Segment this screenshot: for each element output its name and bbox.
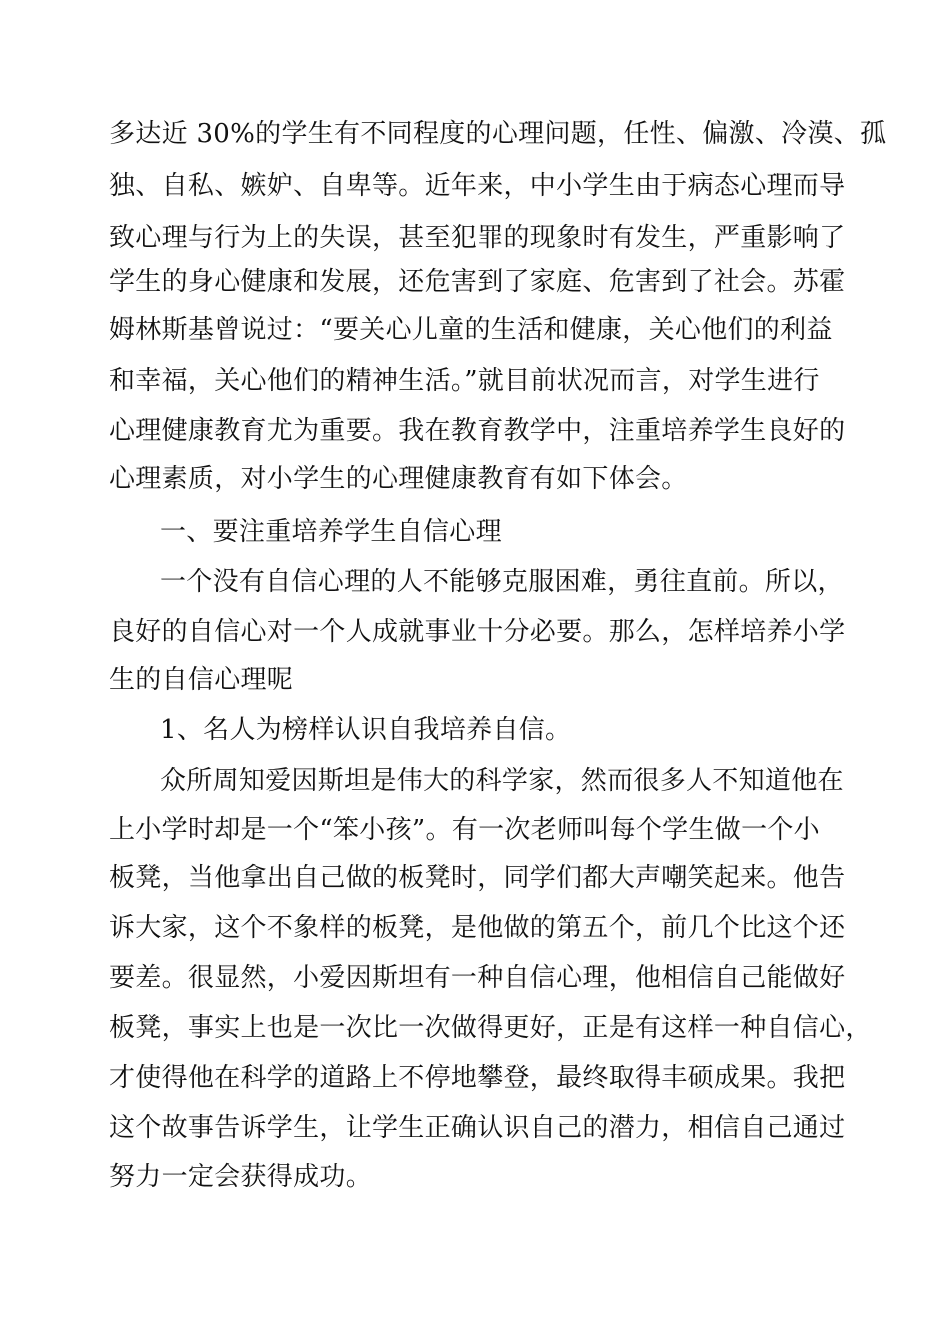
paragraph-line: 独、自私、嫉妒、自卑等。近年来，中小学生由于病态心理而导 bbox=[109, 171, 846, 201]
paragraph-line: 板凳，事实上也是一次比一次做得更好，正是有这样一种自信心， bbox=[109, 1013, 872, 1043]
paragraph-line: 才使得他在科学的道路上不停地攀登，最终取得丰硕成果。我把 bbox=[109, 1063, 846, 1093]
paragraph-line: 和幸福，关心他们的精神生活。”就目前状况而言，对学生进行 bbox=[109, 366, 820, 396]
paragraph-line: 要差。很显然，小爱因斯坦有一种自信心理，他相信自己能做好 bbox=[109, 963, 846, 993]
paragraph-line: 生的自信心理呢 bbox=[109, 665, 294, 695]
subsection-heading: 1、名人为榜样认识自我培养自信。 bbox=[160, 715, 572, 745]
paragraph-line: 心理健康教育尤为重要。我在教育教学中，注重培养学生良好的 bbox=[109, 416, 846, 446]
paragraph-line: 姆林斯基曾说过：“要关心儿童的生活和健康，关心他们的利益 bbox=[109, 315, 833, 345]
paragraph-line: 多达近 30%的学生有不同程度的心理问题，任性、偏激、冷漠、孤 bbox=[109, 119, 887, 149]
paragraph-line: 良好的自信心对一个人成就事业十分必要。那么，怎样培养小学 bbox=[109, 617, 846, 647]
paragraph-line: 诉大家，这个不象样的板凳，是他做的第五个，前几个比这个还 bbox=[109, 913, 846, 943]
paragraph-line: 这个故事告诉学生，让学生正确认识自己的潜力，相信自己通过 bbox=[109, 1113, 846, 1143]
paragraph-line: 上小学时却是一个“笨小孩”。有一次老师叫每个学生做一个小 bbox=[109, 815, 820, 845]
paragraph-line: 努力一定会获得成功。 bbox=[109, 1162, 373, 1192]
paragraph-line: 板凳，当他拿出自己做的板凳时，同学们都大声嘲笑起来。他告 bbox=[109, 863, 846, 893]
paragraph-line: 心理素质，对小学生的心理健康教育有如下体会。 bbox=[109, 464, 688, 494]
section-heading: 一、要注重培养学生自信心理 bbox=[160, 517, 502, 547]
paragraph-line: 学生的身心健康和发展，还危害到了家庭、危害到了社会。苏霍 bbox=[109, 267, 846, 297]
paragraph-line: 致心理与行为上的失误，甚至犯罪的现象时有发生，严重影响了 bbox=[109, 223, 846, 253]
paragraph-line: 一个没有自信心理的人不能够克服困难，勇往直前。所以， bbox=[160, 567, 844, 597]
paragraph-line: 众所周知爱因斯坦是伟大的科学家，然而很多人不知道他在 bbox=[160, 766, 844, 796]
